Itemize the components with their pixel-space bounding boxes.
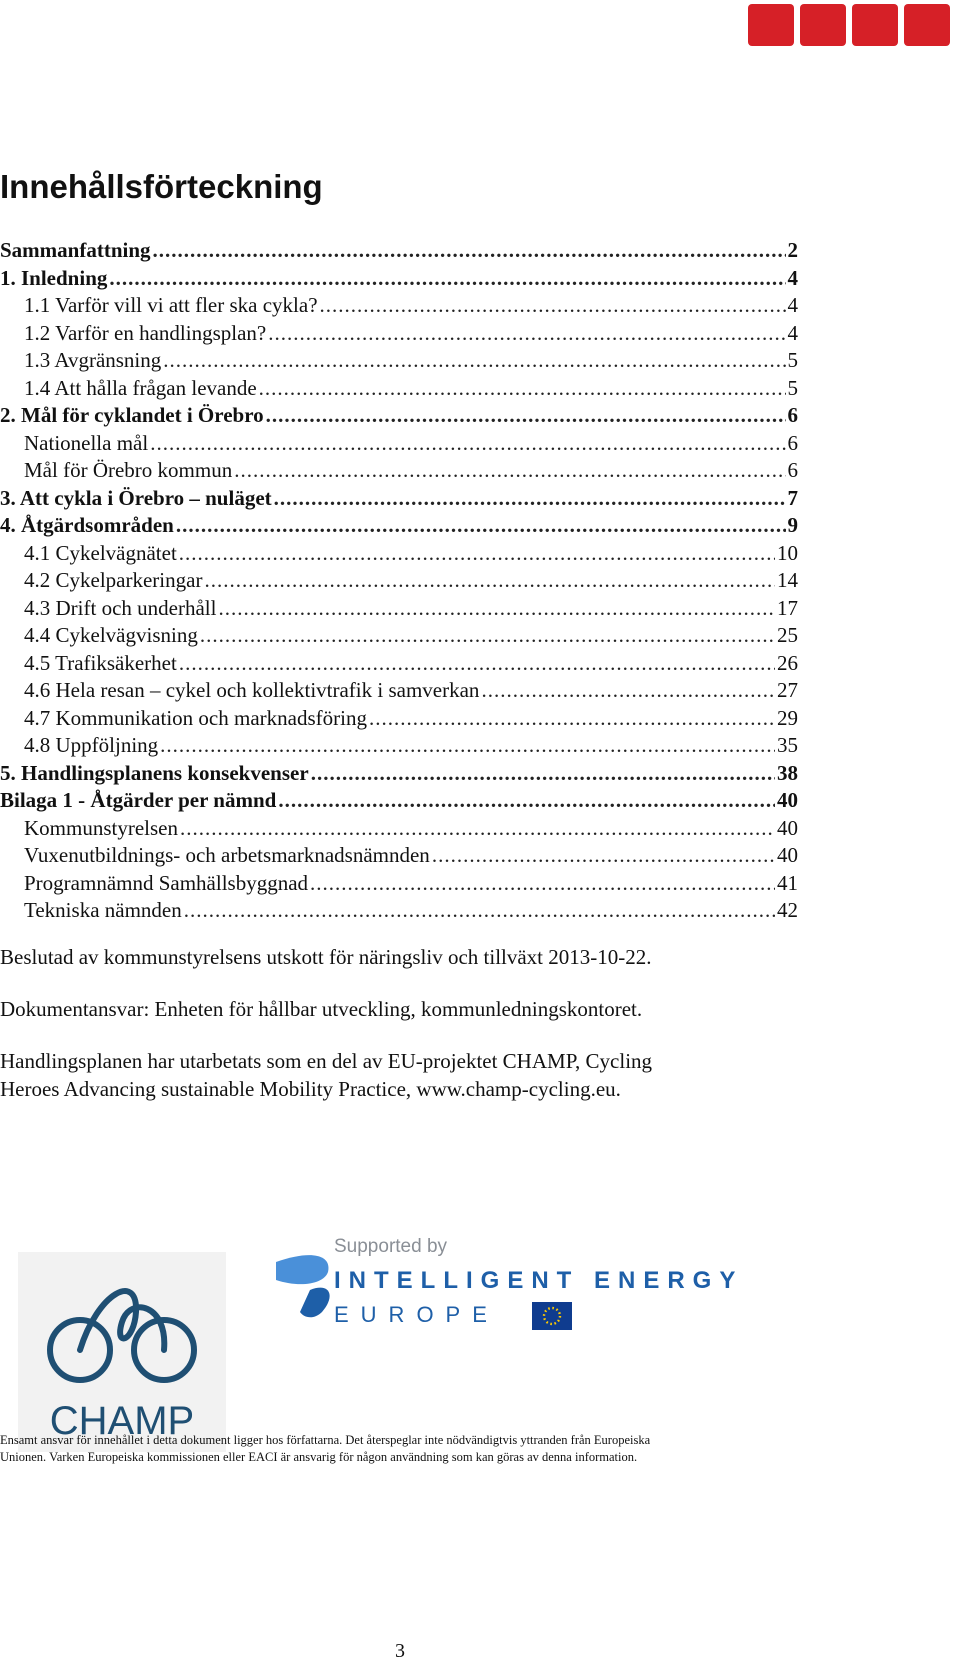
toc-leader-dots: [179, 540, 775, 568]
toc-leader-dots: [150, 430, 785, 458]
toc-entry-label: 3. Att cykla i Örebro – nuläget: [0, 485, 272, 510]
toc-entry[interactable]: [0, 870, 798, 898]
toc-leader-dots: [234, 457, 785, 485]
brand-square: [748, 4, 794, 46]
toc-leader-dots: [179, 650, 775, 678]
toc-entry[interactable]: [0, 485, 798, 513]
iee-supported-text: Supported by: [334, 1236, 448, 1257]
toc-entry[interactable]: [0, 567, 798, 595]
toc-entry-page: 17: [777, 595, 798, 620]
toc-entry-page: 5: [787, 375, 798, 400]
toc-entry-page: 5: [787, 348, 798, 372]
toc-entry-page: 6: [787, 403, 798, 427]
toc-entry[interactable]: [0, 512, 798, 540]
toc-entry-page: 42: [777, 898, 798, 922]
toc-entry-label: Kommunstyrelsen: [24, 815, 178, 840]
toc-entry[interactable]: [0, 650, 798, 678]
iee-line-1: INTELLIGENT ENERGY: [334, 1267, 744, 1294]
toc-leader-dots: [278, 787, 775, 815]
toc-entry-label: 5. Handlingsplanens konsekvenser: [0, 760, 309, 785]
champ-logo-text: CHAMP: [49, 1399, 195, 1443]
brand-square: [904, 4, 950, 46]
toc-entry-page: 10: [777, 540, 798, 565]
toc-entry-page: 25: [777, 623, 798, 647]
toc-entry-label: Vuxenutbildnings- och arbetsmarknadsnämnden: [24, 843, 430, 867]
project-text: [0, 1047, 900, 1103]
project-text-line-1: Handlingsplanen har utarbetats som en del av EU-projektet CHAMP, Cycling: [0, 1049, 653, 1073]
toc-entry-label: Bilaga 1 - Åtgärder per nämnd: [0, 788, 277, 812]
toc-entry-label: Nationella mål: [24, 430, 149, 455]
toc-leader-dots: [180, 815, 775, 843]
responsibility-text: Dokumentansvar: Enheten för hållbar utveckling, kommunledningskontoret.: [0, 997, 643, 1021]
toc-leader-dots: [218, 595, 775, 623]
toc-leader-dots: [153, 237, 786, 265]
toc-leader-dots: [109, 265, 785, 293]
toc-entry[interactable]: [0, 237, 798, 265]
eu-flag-icon: [532, 1302, 572, 1330]
toc-entry-label: 4.4 Cykelvägvisning: [24, 623, 198, 647]
toc-entry-page: 4: [787, 265, 798, 290]
intelligent-energy-europe-logo: [270, 1232, 790, 1342]
toc-entry[interactable]: [0, 595, 798, 623]
toc-leader-dots: [176, 512, 786, 540]
toc-entry[interactable]: [0, 677, 798, 705]
table-of-contents: [0, 237, 798, 925]
toc-entry-page: 4: [787, 320, 798, 345]
toc-leader-dots: [259, 375, 786, 403]
decision-text: Beslutad av kommunstyrelsens utskott för näringsliv och tillväxt 2013-10-22.: [0, 945, 652, 969]
toc-leader-dots: [369, 705, 775, 733]
toc-leader-dots: [200, 622, 775, 650]
toc-entry[interactable]: [0, 705, 798, 733]
toc-entry-page: 6: [787, 458, 798, 482]
toc-leader-dots: [204, 567, 775, 595]
toc-entry-label: 1.3 Avgränsning: [24, 348, 162, 372]
brand-square: [800, 4, 846, 46]
toc-entry[interactable]: [0, 732, 798, 760]
toc-leader-dots: [268, 320, 785, 348]
toc-leader-dots: [274, 485, 786, 513]
toc-entry-label: 4.5 Trafiksäkerhet: [24, 650, 177, 675]
toc-leader-dots: [310, 870, 775, 898]
disclaimer-line-1: Ensamt ansvar för innehållet i detta dokument ligger hos författarna. Det återspeglar inte nödvändigtvis yttranden från Europeiska: [0, 1433, 651, 1447]
toc-entry-page: 27: [777, 678, 798, 702]
toc-entry-label: 4.7 Kommunikation och marknadsföring: [24, 705, 367, 730]
page-number: 3: [395, 1640, 405, 1662]
toc-leader-dots: [311, 760, 775, 788]
toc-entry[interactable]: [0, 265, 798, 293]
toc-entry[interactable]: [0, 320, 798, 348]
toc-entry-page: 4: [787, 293, 798, 317]
toc-leader-dots: [163, 347, 785, 375]
toc-entry-page: 40: [777, 843, 798, 867]
toc-entry-label: Sammanfattning: [0, 238, 151, 262]
toc-entry-label: 4.8 Uppföljning: [24, 733, 159, 757]
toc-entry-label: Tekniska nämnden: [24, 898, 182, 922]
toc-entry-page: 35: [777, 733, 798, 757]
toc-entry-label: 1.2 Varför en handlingsplan?: [24, 320, 267, 345]
toc-entry-page: 14: [777, 568, 798, 592]
toc-entry-label: 1. Inledning: [0, 265, 108, 290]
toc-entry[interactable]: [0, 430, 798, 458]
toc-leader-dots: [266, 402, 786, 430]
toc-entry-page: 38: [777, 760, 798, 785]
toc-entry[interactable]: [0, 760, 798, 788]
toc-entry-label: 1.4 Att hålla frågan levande: [24, 375, 257, 400]
toc-entry[interactable]: [0, 292, 798, 320]
toc-entry-page: 9: [787, 513, 798, 537]
toc-entry-page: 40: [777, 815, 798, 840]
toc-leader-dots: [184, 897, 775, 925]
disclaimer: [0, 1432, 800, 1466]
toc-entry-label: 2. Mål för cyklandet i Örebro: [0, 403, 264, 427]
toc-entry[interactable]: [0, 815, 798, 843]
brand-square: [852, 4, 898, 46]
toc-leader-dots: [160, 732, 775, 760]
champ-logo: [18, 1252, 226, 1452]
toc-entry-label: Programnämnd Samhällsbyggnad: [24, 870, 309, 895]
toc-entry-label: 4.2 Cykelparkeringar: [24, 568, 203, 592]
toc-entry-label: 4. Åtgärdsområden: [0, 513, 174, 537]
iee-swoosh-icon: [276, 1255, 330, 1317]
toc-entry-page: 7: [787, 485, 798, 510]
toc-entry-page: 40: [777, 788, 798, 812]
toc-entry[interactable]: [0, 787, 798, 815]
toc-leader-dots: [481, 677, 775, 705]
toc-entry[interactable]: [0, 540, 798, 568]
disclaimer-line-2: Unionen. Varken Europeiska kommissionen eller EACI är ansvarig för någon användning som kan göras av denna information.: [0, 1450, 638, 1464]
toc-entry-label: Mål för Örebro kommun: [24, 458, 233, 482]
toc-entry[interactable]: [0, 347, 798, 375]
toc-entry-label: 1.1 Varför vill vi att fler ska cykla?: [24, 293, 318, 317]
toc-entry[interactable]: [0, 375, 798, 403]
toc-leader-dots: [320, 292, 786, 320]
toc-entry[interactable]: [0, 897, 798, 925]
iee-line-2: EUROPE: [334, 1302, 499, 1327]
toc-entry-label: 4.3 Drift och underhåll: [24, 595, 217, 620]
toc-entry-label: 4.6 Hela resan – cykel och kollektivtrafik i samverkan: [24, 678, 480, 702]
toc-entry-page: 6: [787, 430, 798, 455]
brand-logo-squares: [748, 4, 950, 46]
project-text-line-2: Heroes Advancing sustainable Mobility Practice, www.champ-cycling.eu.: [0, 1077, 621, 1101]
toc-entry-label: 4.1 Cykelvägnätet: [24, 540, 177, 565]
page-title: Innehållsförteckning: [0, 168, 323, 205]
toc-entry-page: 29: [777, 705, 798, 730]
toc-entry-page: 2: [787, 238, 798, 262]
toc-entry[interactable]: [0, 457, 798, 485]
toc-entry-page: 26: [777, 650, 798, 675]
toc-entry[interactable]: [0, 622, 798, 650]
toc-entry-page: 41: [777, 870, 798, 895]
toc-entry[interactable]: [0, 402, 798, 430]
toc-leader-dots: [432, 842, 775, 870]
toc-entry[interactable]: [0, 842, 798, 870]
